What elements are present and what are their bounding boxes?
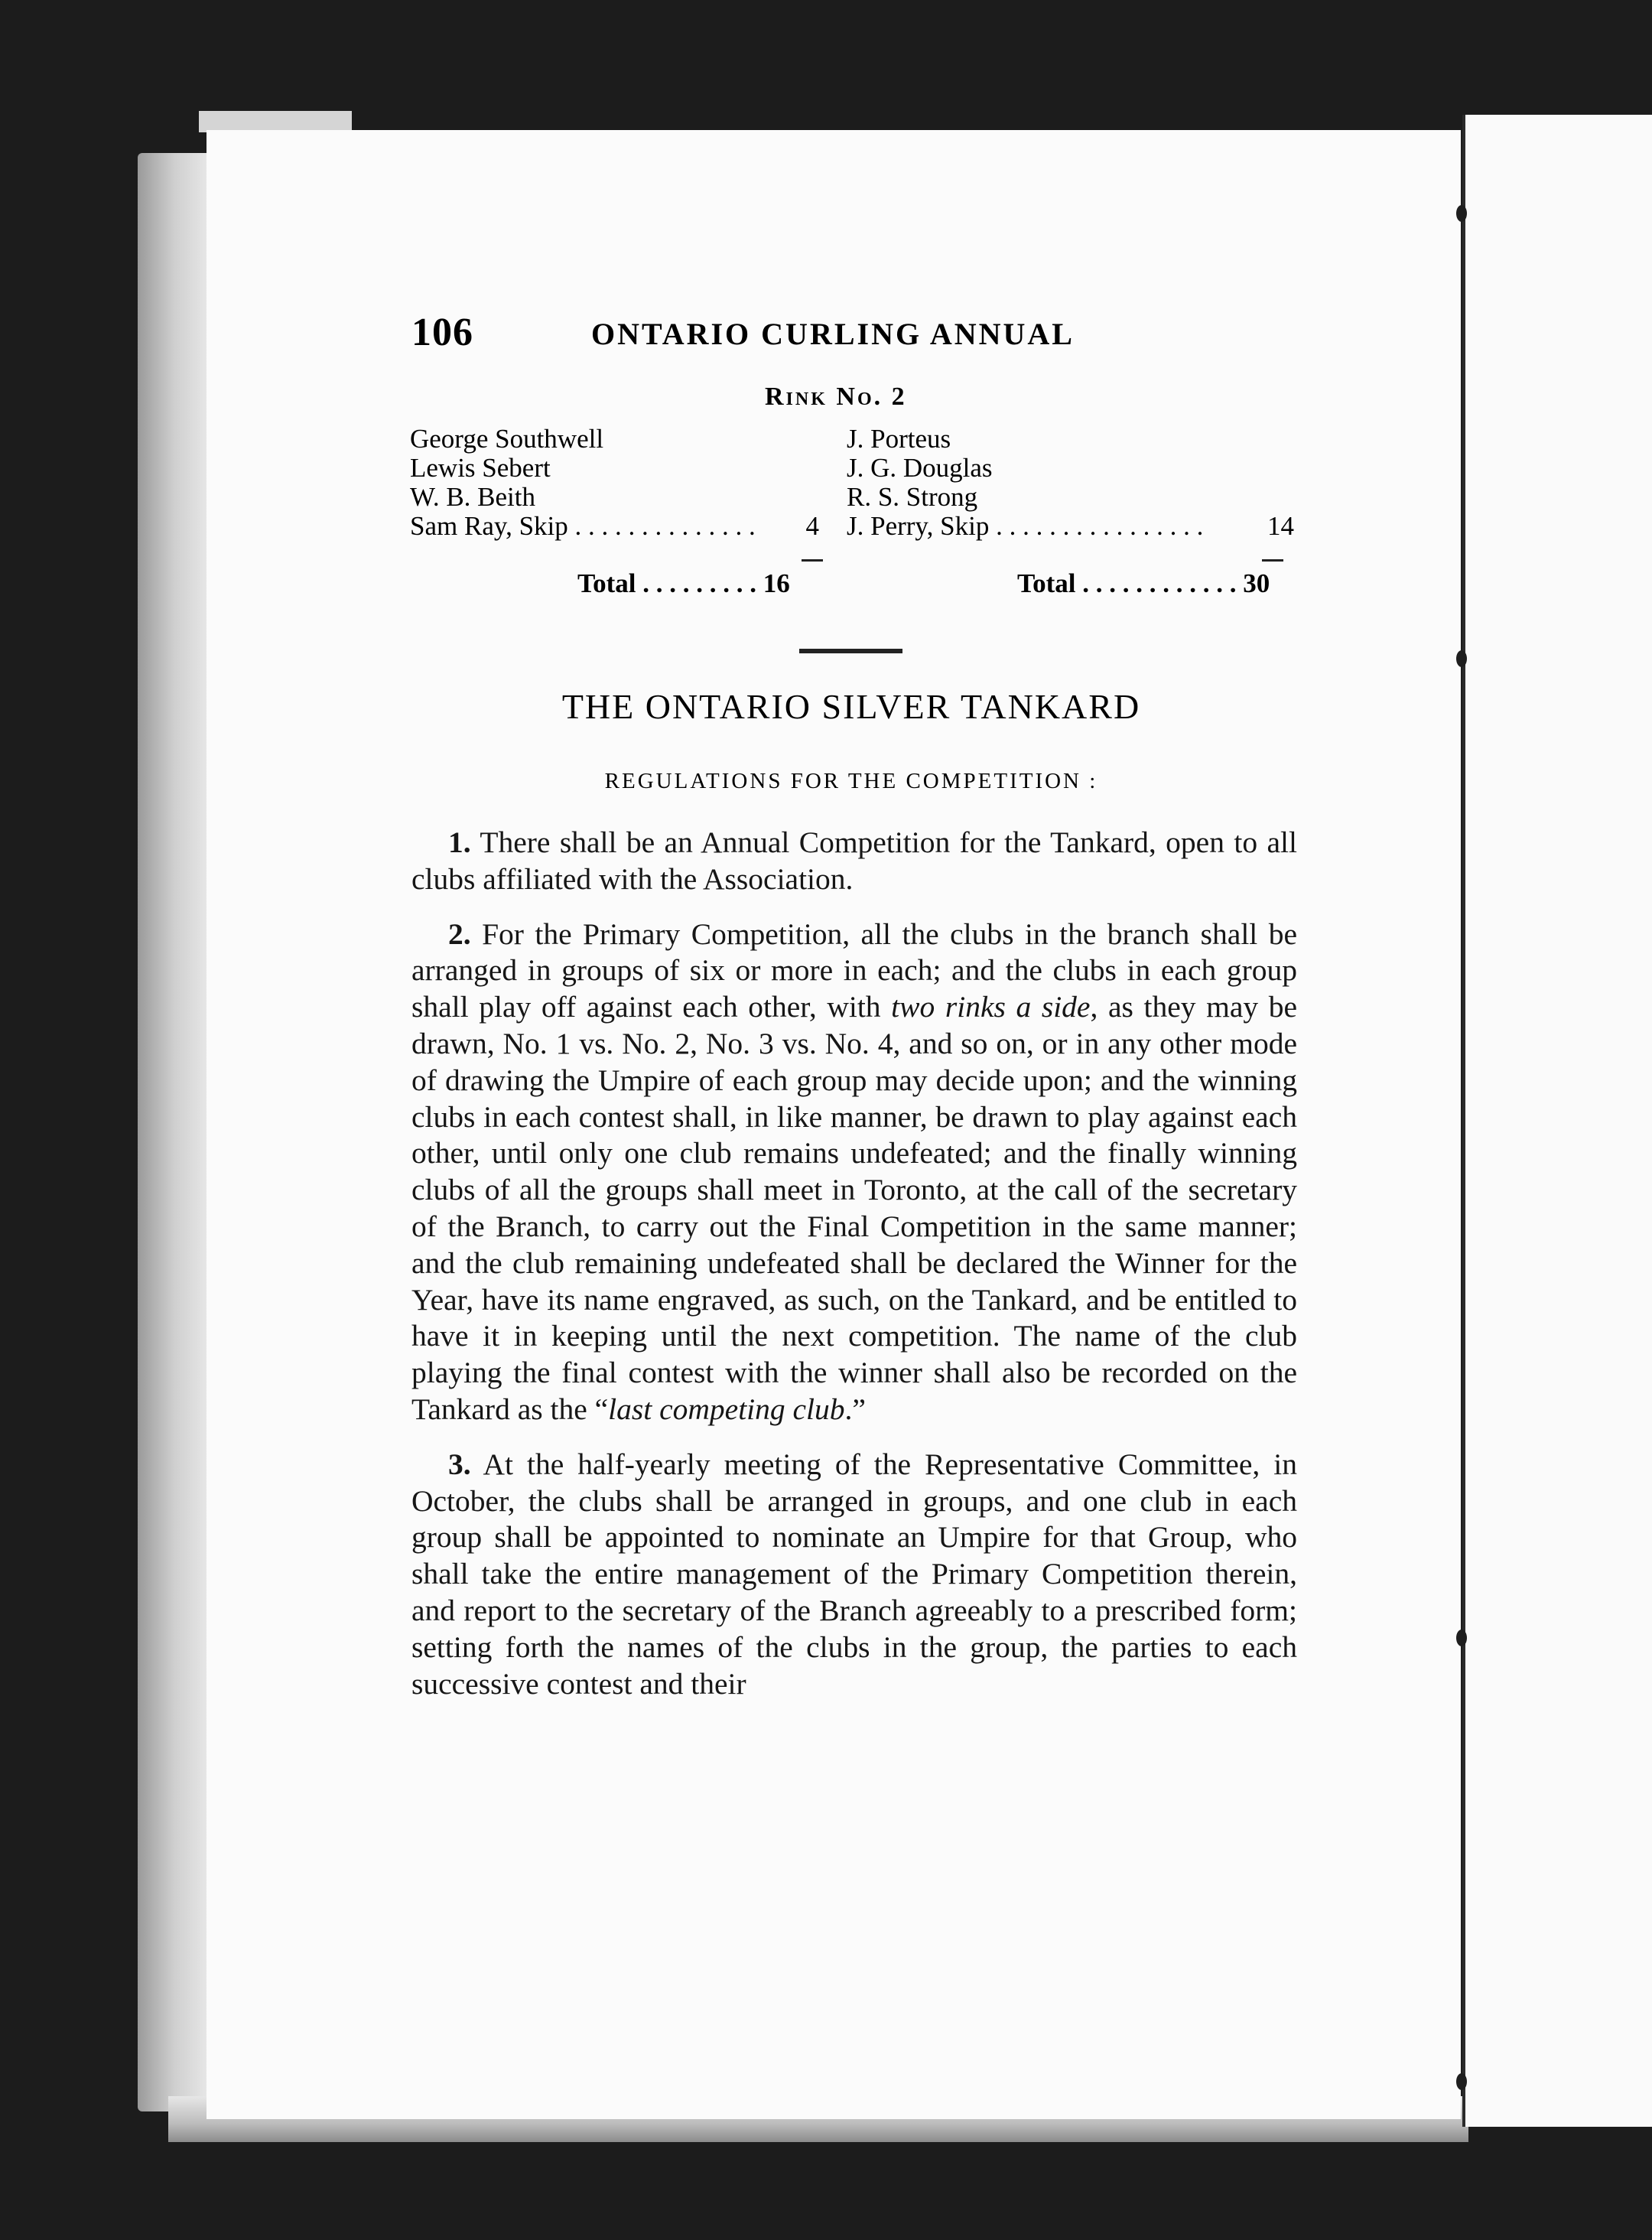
paragraph-number: 1.: [448, 825, 471, 859]
paragraph-italic: last competing club: [608, 1392, 845, 1426]
total-label: Total: [577, 568, 636, 598]
total-left: [577, 568, 790, 599]
skip-score: 4: [805, 511, 819, 541]
skip-score: 14: [1267, 511, 1294, 541]
leader-dots: . . . . . . . . .: [642, 568, 757, 598]
leader-dots: . . . . . . . . . . . . . .: [574, 511, 756, 541]
regulations-text: [411, 825, 1297, 1721]
total-right: [1017, 568, 1270, 599]
skip-row: [847, 512, 1294, 541]
total-score: 16: [763, 568, 790, 598]
facing-page: [1462, 115, 1652, 2127]
running-head: ONTARIO CURLING ANNUAL: [591, 317, 1075, 351]
player-name: W. B. Beith: [410, 482, 535, 512]
regulation-paragraph-3: [411, 1447, 1297, 1703]
page-header: [411, 310, 1100, 356]
paragraph-number: 2.: [448, 917, 471, 951]
paragraph-italic: two rinks a side: [891, 990, 1091, 1024]
binding-mark: [1456, 205, 1467, 222]
total-label: Total: [1017, 568, 1076, 598]
section-subtitle: REGULATIONS FOR THE COMPETITION :: [604, 769, 1098, 793]
rink-title: Rink No. 2: [765, 383, 907, 411]
player-name: George Southwell: [410, 424, 604, 454]
section-title: THE ONTARIO SILVER TANKARD: [561, 687, 1141, 726]
page-stack-top-edge: [199, 111, 352, 132]
rink-left-team: [410, 425, 819, 541]
regulation-paragraph-2: [411, 917, 1297, 1428]
paragraph-text: At the half-yearly meeting of the Representative Committee, in October, the clubs shall be arranged in groups, and one club in each group shall be appointed to nominate an Umpire for that Group, who shall take the entire management of the Primary Competition therein, and report to the secretary of the Branch agreeably to a prescribed form; setting forth the names of the clubs in the group, the parties to each successive contest and their: [411, 1447, 1297, 1701]
paragraph-text: .”: [844, 1392, 866, 1426]
paragraph-text: For the Primary Competition, all the clubs in the branch shall be arranged in groups of six or more in each; and the clubs in each group shall play off against each other, with: [411, 917, 1297, 1024]
leader-dots: . . . . . . . . . . . . . . . .: [996, 511, 1204, 541]
binding-mark: [1456, 1630, 1467, 1646]
player-name: Sam Ray, Skip: [410, 511, 568, 541]
binding-mark: [1456, 650, 1467, 667]
leader-dots: . . . . . . . . . . . .: [1082, 568, 1237, 598]
total-rule: [1262, 559, 1283, 562]
player-name: J. G. Douglas: [847, 453, 993, 483]
regulation-paragraph-1: [411, 825, 1297, 898]
player-name: J. Porteus: [847, 424, 951, 454]
paragraph-text: , as they may be drawn, No. 1 vs. No. 2, No. 3 vs. No. 4, and so on, or in any other mode of drawing the Umpire of each group may decide upon; and the winning clubs in each contest shall, in like manner, be drawn to play against each other, until only one club remains undefeated; and the finally winning clubs of all the groups shall meet in Toronto, at the call of the secretary of the Branch, to carry out the Final Competition in the same manner; and the club remaining undefeated shall be declared the Winner for the Year, have its name engraved, as such, on the Tankard, and be entitled to have it in keeping until the next competition. The name of the club playing the final contest with the winner shall also be recorded on the Tankard as the “: [411, 990, 1297, 1426]
player-name: R. S. Strong: [847, 482, 978, 512]
section-divider: [799, 649, 902, 653]
page-number: 106: [411, 311, 473, 354]
total-rule: [802, 559, 823, 562]
player-name: J. Perry, Skip: [847, 511, 990, 541]
paragraph-number: 3.: [448, 1447, 471, 1481]
total-score: 30: [1243, 568, 1270, 598]
paragraph-text: There shall be an Annual Competition for the Tankard, open to all clubs affiliated with the Association.: [411, 825, 1297, 896]
rink-right-team: [847, 425, 1294, 541]
skip-row: [410, 512, 819, 541]
player-name: Lewis Sebert: [410, 453, 551, 483]
binding-mark: [1456, 2073, 1467, 2090]
